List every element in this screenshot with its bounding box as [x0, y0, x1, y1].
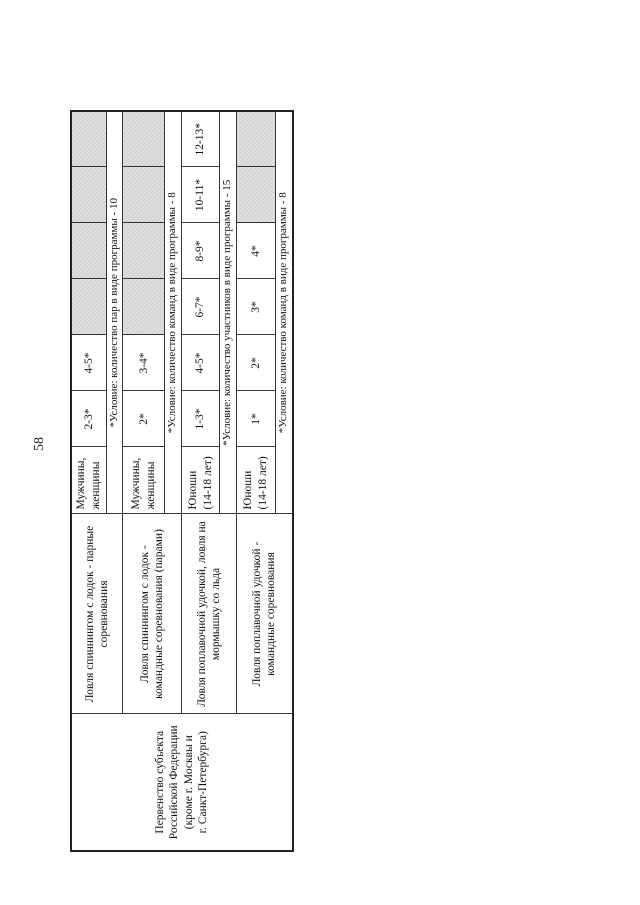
- event-name: Ловля спиннингом с лодок - парные соревнования: [71, 514, 123, 714]
- event-name: Ловля поплавочной удочкой, ловля на мормышку со льда: [182, 514, 237, 714]
- event-name: Ловля спиннингом с лодок - командные соревнования (парами): [123, 514, 182, 714]
- value-cell: 2-3*: [71, 391, 106, 447]
- category-cell: Мужчины, женщины: [123, 447, 165, 514]
- value-cell: 8-9*: [182, 223, 220, 279]
- empty-hatched-cell: [123, 223, 165, 279]
- value-cell: 4-5*: [182, 335, 220, 391]
- value-cell: 12-13*: [182, 111, 220, 167]
- empty-hatched-cell: [123, 279, 165, 335]
- category-cell: Юноши (14-18 лет): [182, 447, 220, 514]
- empty-hatched-cell: [123, 111, 165, 167]
- empty-hatched-cell: [236, 111, 275, 167]
- subject-cell: [71, 714, 293, 851]
- value-cell: 4*: [236, 223, 275, 279]
- subject-line: г. Санкт-Петербурга): [197, 731, 210, 834]
- condition-note: *Условие: количество пар в виде программы - 10: [106, 111, 123, 514]
- value-cell: 10-11*: [182, 167, 220, 223]
- empty-hatched-cell: [71, 279, 106, 335]
- condition-note: *Условие: количество команд в виде программы - 8: [275, 111, 292, 514]
- value-cell: 3-4*: [123, 335, 165, 391]
- value-cell: 3*: [236, 279, 275, 335]
- condition-note: *Условие: количество участников в виде программы - 15: [220, 111, 237, 514]
- value-cell: 4-5*: [71, 335, 106, 391]
- event-name: Ловля поплавочной удочкой - командные соревнования: [236, 514, 292, 714]
- value-cell: 1-3*: [182, 391, 220, 447]
- empty-hatched-cell: [71, 223, 106, 279]
- value-cell: 6-7*: [182, 279, 220, 335]
- page-number: 58: [32, 437, 47, 451]
- category-cell: Мужчины, женщины: [71, 447, 106, 514]
- subject-line: Российской Федерации: [168, 725, 181, 840]
- subject-line: (кроме г. Москвы и: [182, 735, 195, 830]
- value-cell: 2*: [236, 335, 275, 391]
- empty-hatched-cell: [71, 167, 106, 223]
- ranking-table: [70, 110, 294, 852]
- empty-hatched-cell: [236, 167, 275, 223]
- value-cell: 2*: [123, 391, 165, 447]
- empty-hatched-cell: [123, 167, 165, 223]
- empty-hatched-cell: [71, 111, 106, 167]
- category-cell: Юноши (14-18 лет): [236, 447, 275, 514]
- subject-line: Первенство субъекта: [154, 730, 166, 834]
- condition-note: *Условие: количество команд в виде программы - 8: [165, 111, 182, 514]
- rotated-table-container: [70, 112, 288, 852]
- value-cell: 1*: [236, 391, 275, 447]
